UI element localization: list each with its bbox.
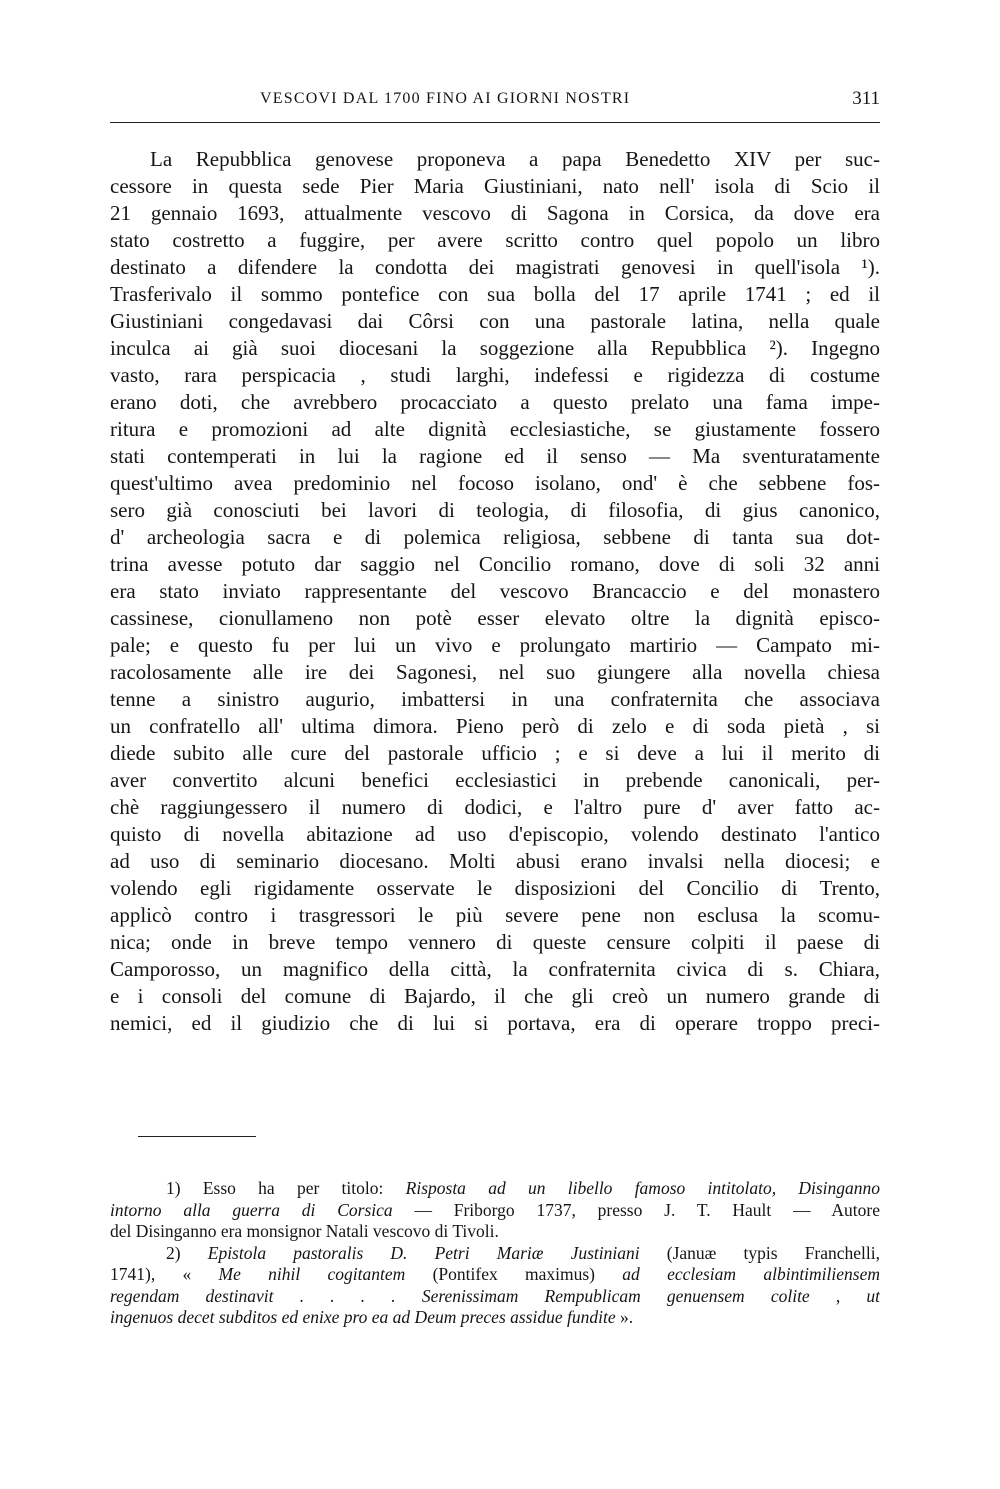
body-line: Trasferivalo il sommo pontefice con sua bolla del 17 aprile 1741 ; ed il bbox=[110, 282, 880, 306]
footnote-1-text: Esso ha per titolo: bbox=[202, 1178, 406, 1198]
body-line: un confratello all' ultima dimora. Pieno però di zelo e di soda pietà , si bbox=[110, 714, 880, 738]
footnote-1-text-cont: — Friborgo 1737, presso J. T. Hault — Autore bbox=[392, 1199, 880, 1220]
page-number: 311 bbox=[852, 88, 880, 109]
body-line: stato costretto a fuggire, per avere scritto contro quel popolo un libro bbox=[110, 228, 880, 252]
body-line: quisto di novella abitazione ad uso d'episcopio, volendo destinato l'antico bbox=[110, 822, 880, 846]
body-line: d' archeologia sacra e di polemica religiosa, sebbene di tanta sua dot- bbox=[110, 525, 880, 549]
body-line: applicò contro i trasgressori le più severe pene non esclusa la scomu- bbox=[110, 903, 880, 927]
footnote-2-quote-a: Me nihil cogitantem bbox=[218, 1264, 406, 1284]
body-line: diede subito alle cure del pastorale ufficio ; e si deve a lui il merito di bbox=[110, 741, 880, 765]
body-line: aver convertito alcuni benefici ecclesiastici in prebende canonicali, per- bbox=[110, 768, 880, 792]
body-line: destinato a difendere la condotta dei magistrati genovesi in quell'isola ¹). bbox=[110, 255, 880, 279]
body-line: vasto, rara perspicacia , studi larghi, indefessi e rigidezza di costume bbox=[110, 363, 880, 387]
footnote-2-marker: 2) bbox=[166, 1242, 181, 1263]
body-line: ad uso di seminario diocesano. Molti abusi erano invalsi nella diocesi; e bbox=[110, 849, 880, 873]
body-line: pale; e questo fu per lui un vivo e prolungato martirio — Campato mi- bbox=[110, 633, 880, 657]
book-page bbox=[110, 0, 892, 1489]
footnote-2-line-3: regendam destinavit . . . . Serenissimam Rempublicam genuensem colite , ut bbox=[110, 1285, 880, 1306]
footnote-2-line-2 bbox=[110, 1264, 880, 1286]
footnote-rule bbox=[138, 1136, 256, 1137]
footnote-2-close: ». bbox=[615, 1307, 634, 1327]
footnote-2-text-b: (Pontifex maximus) bbox=[405, 1264, 623, 1284]
footnotes bbox=[110, 1178, 880, 1329]
body-line: inculca ai già suoi diocesani la soggezione alla Repubblica ²). Ingegno bbox=[110, 336, 880, 360]
body-line: cessore in questa sede Pier Maria Giustiniani, nato nell' isola di Scio il bbox=[110, 174, 880, 198]
running-title: VESCOVI DAL 1700 FINO AI GIORNI NOSTRI bbox=[260, 90, 631, 107]
header-rule bbox=[110, 122, 880, 123]
footnote-2-line-1 bbox=[110, 1243, 880, 1265]
body-line: stati contemperati in lui la ragione ed il senso — Ma sventuratamente bbox=[110, 444, 880, 468]
footnote-2-quote-c: ingenuos decet subditos ed enixe pro ea ad Deum preces assidue fundite bbox=[110, 1307, 616, 1327]
footnote-2-line-4 bbox=[110, 1307, 880, 1329]
footnote-1-line-2 bbox=[110, 1200, 880, 1222]
body-line: nica; onde in breve tempo vennero di queste censure colpiti il paese di bbox=[110, 930, 880, 954]
body-line: 21 gennaio 1693, attualmente vescovo di Sagona in Corsica, da dove era bbox=[110, 201, 880, 225]
footnote-1-title: Risposta ad un libello famoso intitolato, Disinganno bbox=[405, 1178, 880, 1198]
body-text bbox=[110, 146, 880, 1037]
body-line: Camporosso, un magnifico della città, la confraternita civica di s. Chiara, bbox=[110, 957, 880, 981]
body-line: Giustiniani congedavasi dai Côrsi con una pastorale latina, nella quale bbox=[110, 309, 880, 333]
body-line: nemici, ed il giudizio che di lui si portava, era di operare troppo preci- bbox=[110, 1011, 880, 1035]
footnote-1-line-1 bbox=[110, 1178, 880, 1200]
body-line: volendo egli rigidamente osservate le disposizioni del Concilio di Trento, bbox=[110, 876, 880, 900]
body-line: ritura e promozioni ad alte dignità ecclesiastiche, se giustamente fossero bbox=[110, 417, 880, 441]
footnote-2-text-a: 1741), « bbox=[110, 1264, 219, 1284]
body-line: quest'ultimo avea predominio nel focoso isolano, ond' è che sebbene fos- bbox=[110, 471, 880, 495]
footnote-1-line-3: del Disinganno era monsignor Natali vescovo di Tivoli. bbox=[110, 1221, 499, 1241]
body-line: sero già conosciuti bei lavori di teologia, di filosofia, di gius canonico, bbox=[110, 498, 880, 522]
footnote-1-marker: 1) bbox=[166, 1178, 181, 1198]
body-line: racolosamente alle ire dei Sagonesi, nel suo giungere alla novella chiesa bbox=[110, 660, 880, 684]
body-line: trina avesse potuto dar saggio nel Concilio romano, dove di soli 32 anni bbox=[110, 552, 880, 576]
body-line: chè raggiungessero il numero di dodici, e l'altro pure d' aver fatto ac- bbox=[110, 795, 880, 819]
body-line: e i consoli del comune di Bajardo, il che gli creò un numero grande di bbox=[110, 984, 880, 1008]
running-head bbox=[110, 90, 892, 116]
footnote-1-title-cont: intorno alla guerra di Corsica bbox=[110, 1199, 393, 1220]
body-line: tenne a sinistro augurio, imbattersi in una confraternita che associava bbox=[110, 687, 880, 711]
footnote-2-quote-b: ad ecclesiam albintimiliensem bbox=[622, 1264, 880, 1284]
body-line: cassinese, cionullameno non potè esser elevato oltre la dignità episco- bbox=[110, 606, 880, 630]
body-line: La Repubblica genovese proponeva a papa Benedetto XIV per suc- bbox=[150, 147, 880, 171]
body-line: erano doti, che avrebbero procacciato a questo prelato una fama impe- bbox=[110, 390, 880, 414]
footnote-2-title: Epistola pastoralis D. Petri Mariæ Justiniani bbox=[207, 1242, 640, 1263]
body-line: era stato inviato rappresentante del vescovo Brancaccio e del monastero bbox=[110, 579, 880, 603]
footnote-2-text: (Januæ typis Franchelli, bbox=[639, 1242, 880, 1263]
